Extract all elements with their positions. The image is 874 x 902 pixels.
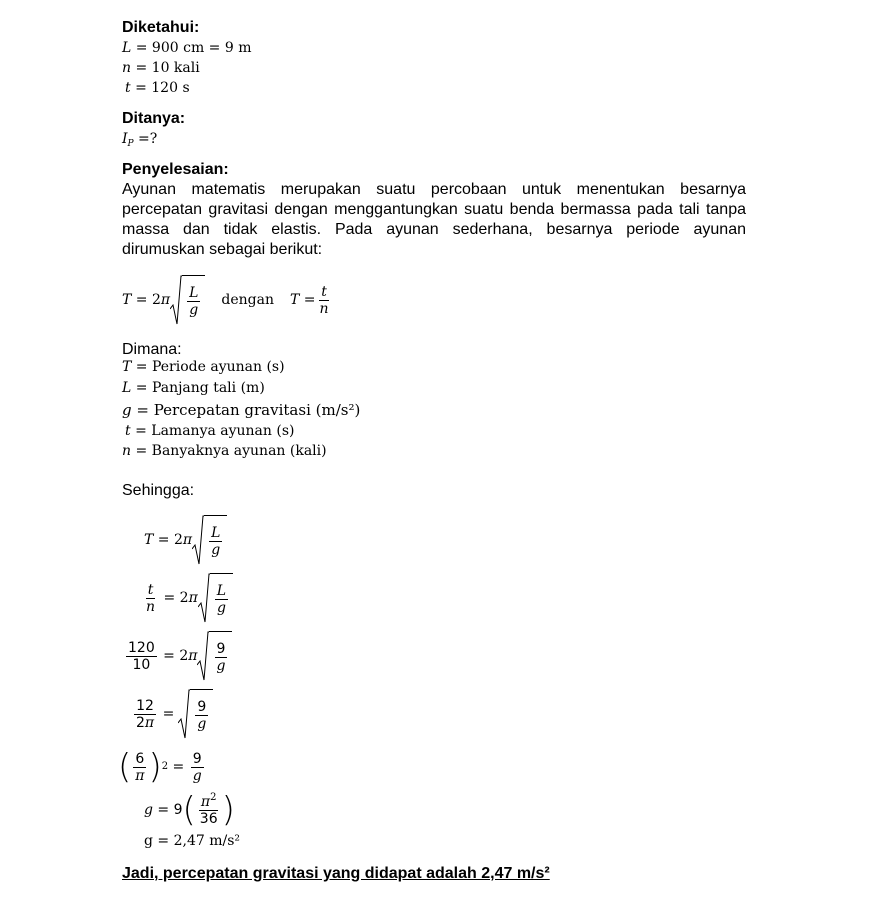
solution-intro: Ayunan matematis merupakan suatu percobaan untuk menentukan besarnya percepatan gravitasi dengan menggantungkan suatu benda bermassa pada tali tanpa massa dan tidak elastis. Pada ayunan sederhana, besarnya periode ayunan dirumuskan sebagai berikut: xyxy=(122,181,746,258)
thus-heading: Sehingga: xyxy=(122,482,195,499)
conclusion: Jadi, percepatan gravitasi yang didapat adalah 2,47 m/s² xyxy=(122,865,550,882)
known-length: L = 900 cm = 9 m xyxy=(122,40,252,56)
step-result: g = 2,47 m/s² xyxy=(144,833,241,849)
where-desc: Panjang tali (m) xyxy=(151,380,265,396)
known-time: t = 120 s xyxy=(125,80,190,96)
asked-line: $I_P$ =? xyxy=(122,131,158,149)
where-item: L = Panjang tali (m) xyxy=(122,380,265,396)
step-6: g = 9 ( $\frac{\pi^2}{36}$ ) xyxy=(144,790,235,830)
where-item: t = Lamanya ayunan (s) xyxy=(125,423,295,439)
step-3: $\frac{120}{10}$ = 2 π $\frac{9}{g}$ xyxy=(124,628,232,684)
step-4: $\frac{12}{2\pi}$ = $\frac{9}{g}$ xyxy=(132,686,213,742)
where-item: n = Banyaknya ayunan (kali) xyxy=(122,443,327,459)
where-desc: Periode ayunan (s) xyxy=(151,359,285,375)
step-2: $\frac{t}{n}$ = 2 π $\frac{L}{g}$ xyxy=(142,570,233,626)
where-heading: Dimana: xyxy=(122,341,182,358)
where-item: T = Periode ayunan (s) xyxy=(122,359,285,375)
step-5: ( $\frac{6}{\pi}$ ) 2 = $\frac{9}{g}$ xyxy=(118,747,202,787)
where-desc: Banyaknya ayunan (kali) xyxy=(151,443,327,459)
where-desc: Percepatan gravitasi (m/s²) xyxy=(153,401,361,419)
formula-connector: dengan xyxy=(221,292,274,308)
known-count: n = 10 kali xyxy=(122,60,200,76)
period-formula: T = 2 π $\frac{L}{g}$ dengan T = $\frac{t}{n}$ xyxy=(122,272,333,328)
known-heading: Diketahui: xyxy=(122,19,200,36)
step-1: T = 2 π $\frac{L}{g}$ xyxy=(144,512,227,568)
asked-heading: Ditanya: xyxy=(122,110,186,127)
where-desc: Lamanya ayunan (s) xyxy=(151,423,295,439)
solution-heading: Penyelesaian: xyxy=(122,161,229,178)
where-item: g = Percepatan gravitasi (m/s²) xyxy=(122,401,361,419)
